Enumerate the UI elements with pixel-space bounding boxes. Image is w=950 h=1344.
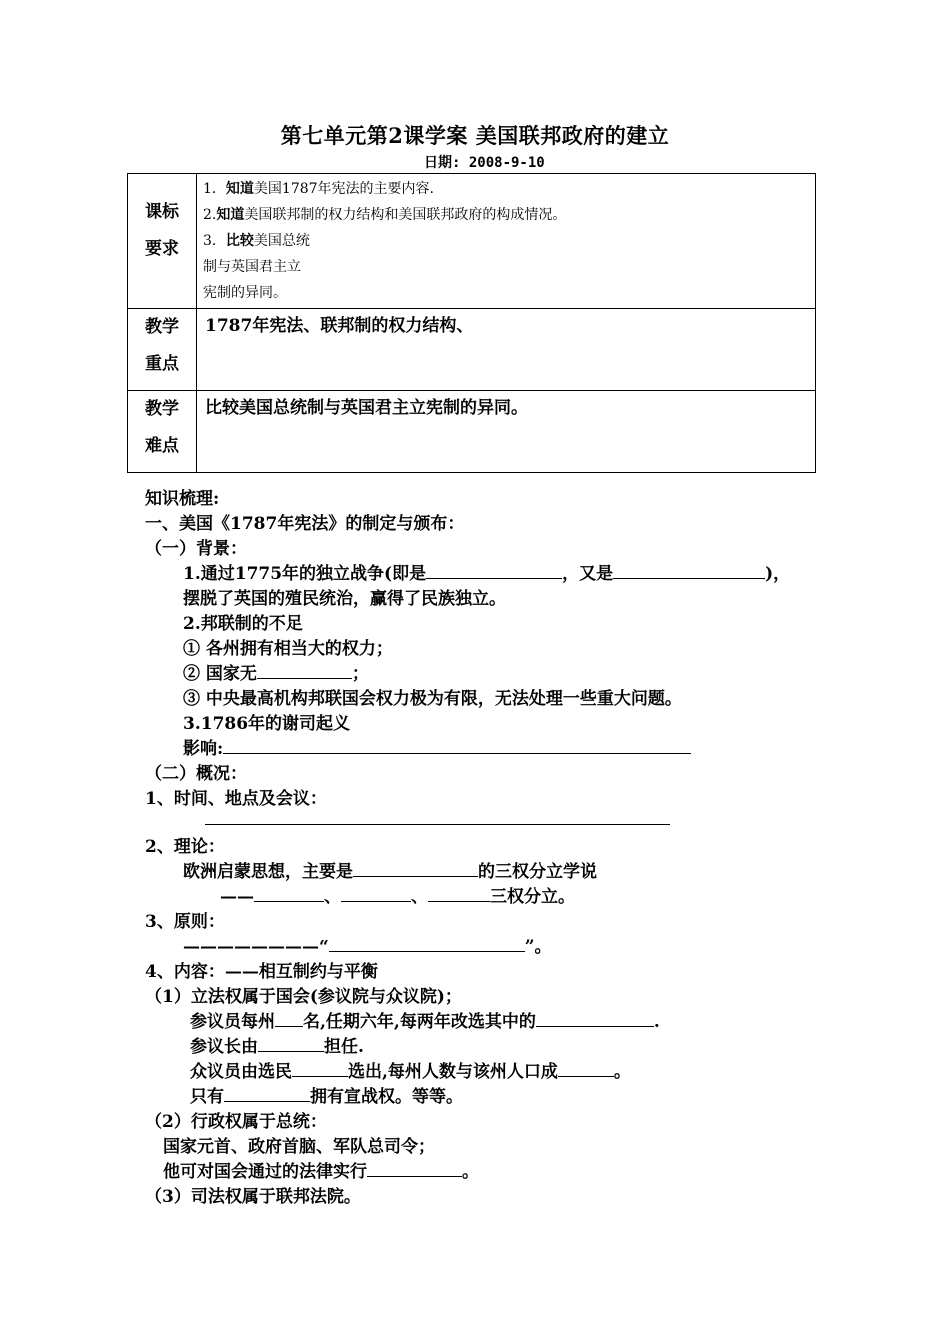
label-cell-difficulties [128,391,197,473]
text-fragment: ； [351,664,369,684]
outline-heading: 知识梳理: [145,489,220,509]
text-fragment: 担任. [324,1037,364,1057]
text-fragment: 参议员每州 [190,1012,275,1032]
text-fragment: 欧洲启蒙思想，主要是 [183,862,353,882]
text-fragment: 名,任期六年,每两年改选其中的 [303,1012,536,1032]
blank-5[interactable] [205,806,670,825]
text-fragment: 三权分立。 [490,887,575,907]
item-principle: 3、原则： [145,912,225,932]
key-points-content: 1787年宪法、联邦制的权力结构、 [197,309,816,391]
line-veto [163,1157,479,1182]
legislative-heading: （1）立法权属于国会(参议院与众议院)； [145,987,462,1007]
goal-3-num: 3． [203,233,226,249]
text-fragment: )， [765,564,791,584]
text-fragment: 1.通过1775年的独立战争(即是 [183,564,427,584]
difficulties-content: 比较美国总统制与英国君主立宪制的异同。 [197,391,816,473]
label-requirements-line1: 课标 [145,202,179,222]
flaw-2 [183,659,369,684]
label-cell-requirements [128,174,197,309]
text-fragment: —— [220,887,254,907]
goal-1-verb: 知道 [225,181,254,197]
item-theory: 2、理论： [145,837,225,857]
line-shays-rebellion: 3.1786年的谢司起义 [183,714,351,734]
goal-1 [203,176,809,202]
text-fragment: 只有 [190,1087,224,1107]
text-fragment: 参议长由 [190,1037,258,1057]
background-heading: （一）背景： [145,539,247,559]
blank-7[interactable] [254,883,324,902]
line-confederation-flaws: 2.邦联制的不足 [183,614,303,634]
table-row-difficulties [128,391,816,473]
goal-3-line2: 制与英国君主立 [203,259,301,275]
text-fragment: 他可对国会通过的法律实行 [163,1162,367,1182]
goal-3-text: 美国总统 [253,233,310,249]
table-row-key-points [128,309,816,391]
section-one-heading: 一、美国《1787年宪法》的制定与颁布： [145,514,465,534]
text-fragment: 拥有宣战权。等等。 [310,1087,463,1107]
blank-14[interactable] [292,1058,348,1077]
line-independence-result: 摆脱了英国的殖民统治，赢得了民族独立。 [183,589,506,609]
requirements-content [197,174,816,309]
text-fragment: 影响: [183,739,224,759]
judicial-heading: （3）司法权属于联邦法院。 [145,1187,361,1207]
text-fragment: 。 [462,1162,479,1182]
text-fragment: 的三权分立学说 [478,862,597,882]
goal-2 [203,202,809,228]
goal-3-line3: 宪制的异同。 [203,285,287,301]
line-independence-war [183,559,790,584]
line-influence [183,734,691,759]
text-fragment: ② 国家无 [183,664,257,684]
blank-6[interactable] [353,858,478,877]
blank-10[interactable] [329,933,525,952]
label-cell-key-points [128,309,197,391]
goal-3-verb: 比较 [225,233,254,249]
line-war-power [190,1082,463,1107]
text-fragment: 、 [324,887,341,907]
flaw-3: ③ 中央最高机构邦联国会权力极为有限，无法处理一些重大问题。 [183,689,682,709]
text-fragment: . [653,1012,660,1032]
label-key-points-line2: 重点 [145,354,179,374]
blank-15[interactable] [558,1058,614,1077]
blank-5-wrapper [205,806,670,830]
goal-2-text: 美国联邦制的权力结构和美国联邦政府的构成情况。 [244,207,567,223]
line-senators [190,1007,660,1032]
goal-2-num: 2. [203,207,217,223]
date-line: 日期: 2008-9-10 [424,155,545,171]
overview-heading: （二）概况： [145,764,247,784]
line-enlightenment [183,857,597,882]
text-fragment: 众议员由选民 [190,1062,292,1082]
page-title: 第七单元第2课学案 美国联邦政府的建立 [280,123,670,148]
blank-8[interactable] [341,883,411,902]
blank-1[interactable] [426,560,562,579]
goal-3 [203,228,809,254]
goal-1-text: 美国1787年宪法的主要内容. [253,181,435,197]
flaw-1: ① 各州拥有相当大的权力； [183,639,393,659]
line-president-roles: 国家元首、政府首脑、军队总司令； [163,1137,435,1157]
text-fragment: ————————“ [183,937,329,957]
item-content: 4、内容：——相互制约与平衡 [145,962,378,982]
line-principle [183,932,552,957]
text-fragment: 、 [411,887,428,907]
label-key-points-line1: 教学 [145,317,179,337]
blank-13[interactable] [258,1033,324,1052]
label-difficulties-line1: 教学 [145,399,179,419]
text-fragment: 选出,每州人数与该州人口成 [348,1062,558,1082]
blank-4[interactable] [223,735,691,754]
table-row-requirements [128,174,816,309]
blank-16[interactable] [224,1083,310,1102]
blank-9[interactable] [428,883,490,902]
text-fragment: ”。 [524,937,552,957]
item-time-place: 1、时间、地点及会议： [145,789,327,809]
label-difficulties-line2: 难点 [145,436,179,456]
line-separation-powers [220,882,575,907]
blank-12[interactable] [536,1008,654,1027]
text-fragment: 。 [613,1062,631,1082]
blank-2[interactable] [613,560,765,579]
goal-2-verb: 知道 [216,207,245,223]
blank-17[interactable] [367,1158,462,1177]
info-table [127,173,816,473]
blank-3[interactable] [257,660,352,679]
blank-11[interactable] [275,1008,303,1027]
goal-1-num: 1． [203,181,226,197]
executive-heading: （2）行政权属于总统： [145,1112,327,1132]
line-representatives [190,1057,631,1082]
line-senate-president [190,1032,364,1057]
label-requirements-line2: 要求 [145,239,179,259]
text-fragment: ，又是 [562,564,614,584]
